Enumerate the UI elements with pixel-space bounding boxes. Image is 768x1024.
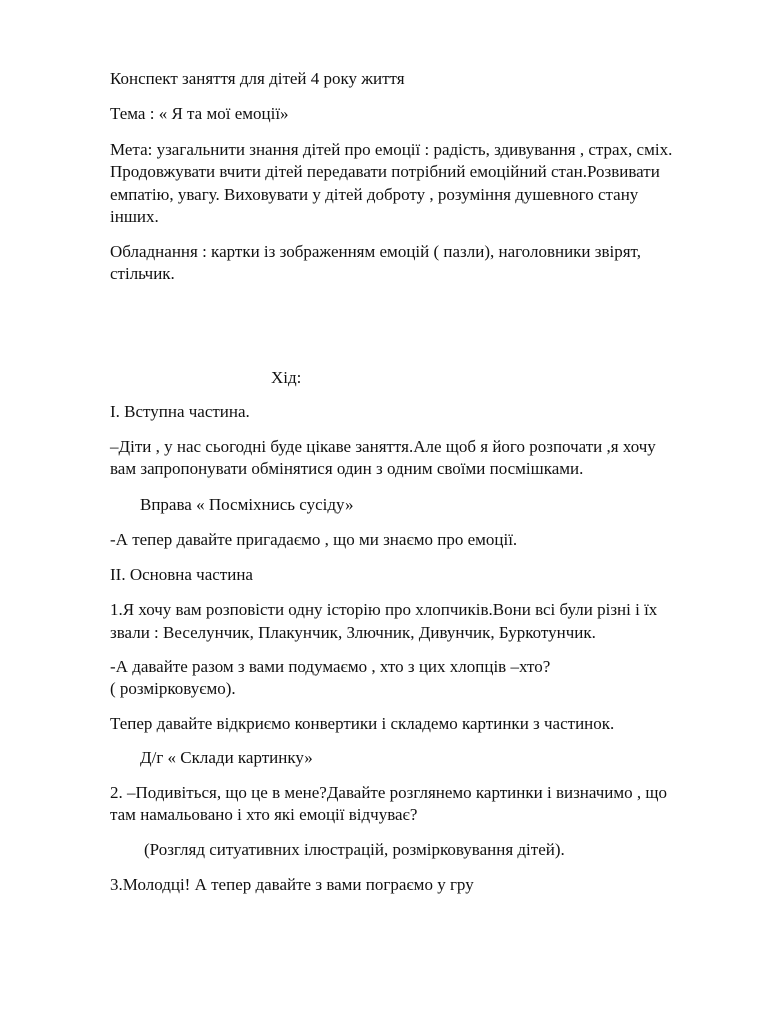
exercise-title: Вправа « Посміхнись сусіду» bbox=[140, 495, 354, 514]
document-title: Конспект заняття для дітей 4 року життя bbox=[110, 69, 405, 88]
play-line: 3.Молодці! А тепер давайте з вами пограємо у гру bbox=[110, 875, 474, 894]
think-line-1: -А давайте разом з вами подумаємо , хто з цих хлопців –хто? bbox=[110, 657, 551, 676]
review-line: (Розгляд ситуативних ілюстрацій, розмірковування дітей). bbox=[144, 840, 565, 859]
recall-line: -А тепер давайте пригадаємо , що ми знаємо про емоції. bbox=[110, 530, 518, 549]
game-title: Д/г « Склади картинку» bbox=[140, 748, 313, 767]
equipment-line-2: стільчик. bbox=[110, 264, 175, 283]
intro-line-2: вам запропонувати обмінятися один з одним своїми посмішками. bbox=[110, 459, 584, 478]
think-line-2: ( розмірковуємо). bbox=[110, 679, 236, 698]
procedure-heading: Хід: bbox=[271, 368, 302, 387]
look-line-2: там намальовано і хто які емоції відчуває? bbox=[110, 805, 418, 824]
section1-heading: І. Вступна частина. bbox=[110, 402, 250, 421]
envelopes-line: Тепер давайте відкриємо конвертики і складемо картинки з частинок. bbox=[110, 714, 615, 733]
goal-line-1: Мета: узагальнити знання дітей про емоції : радість, здивування , страх, сміх. bbox=[110, 140, 673, 159]
topic-line: Тема : « Я та мої емоції» bbox=[110, 104, 289, 123]
goal-line-3: емпатію, увагу. Виховувати у дітей доброту , розуміння душевного стану bbox=[110, 185, 639, 204]
goal-line-2: Продовжувати вчити дітей передавати потрібний емоційний стан.Розвивати bbox=[110, 162, 660, 181]
equipment-line-1: Обладнання : картки із зображенням емоцій ( пазли), наголовники звірят, bbox=[110, 242, 641, 261]
goal-line-4: інших. bbox=[110, 207, 159, 226]
section2-heading: ІІ. Основна частина bbox=[110, 565, 253, 584]
story-line-2: звали : Веселунчик, Плакунчик, Злючник, Дивунчик, Буркотунчик. bbox=[110, 623, 596, 642]
look-line-1: 2. –Подивіться, що це в мене?Давайте розглянемо картинки і визначимо , що bbox=[110, 783, 667, 802]
story-line-1: 1.Я хочу вам розповісти одну історію про хлопчиків.Вони всі були різні і їх bbox=[110, 600, 658, 619]
intro-line-1: –Діти , у нас сьогодні буде цікаве заняття.Але щоб я його розпочати ,я хочу bbox=[110, 437, 656, 456]
